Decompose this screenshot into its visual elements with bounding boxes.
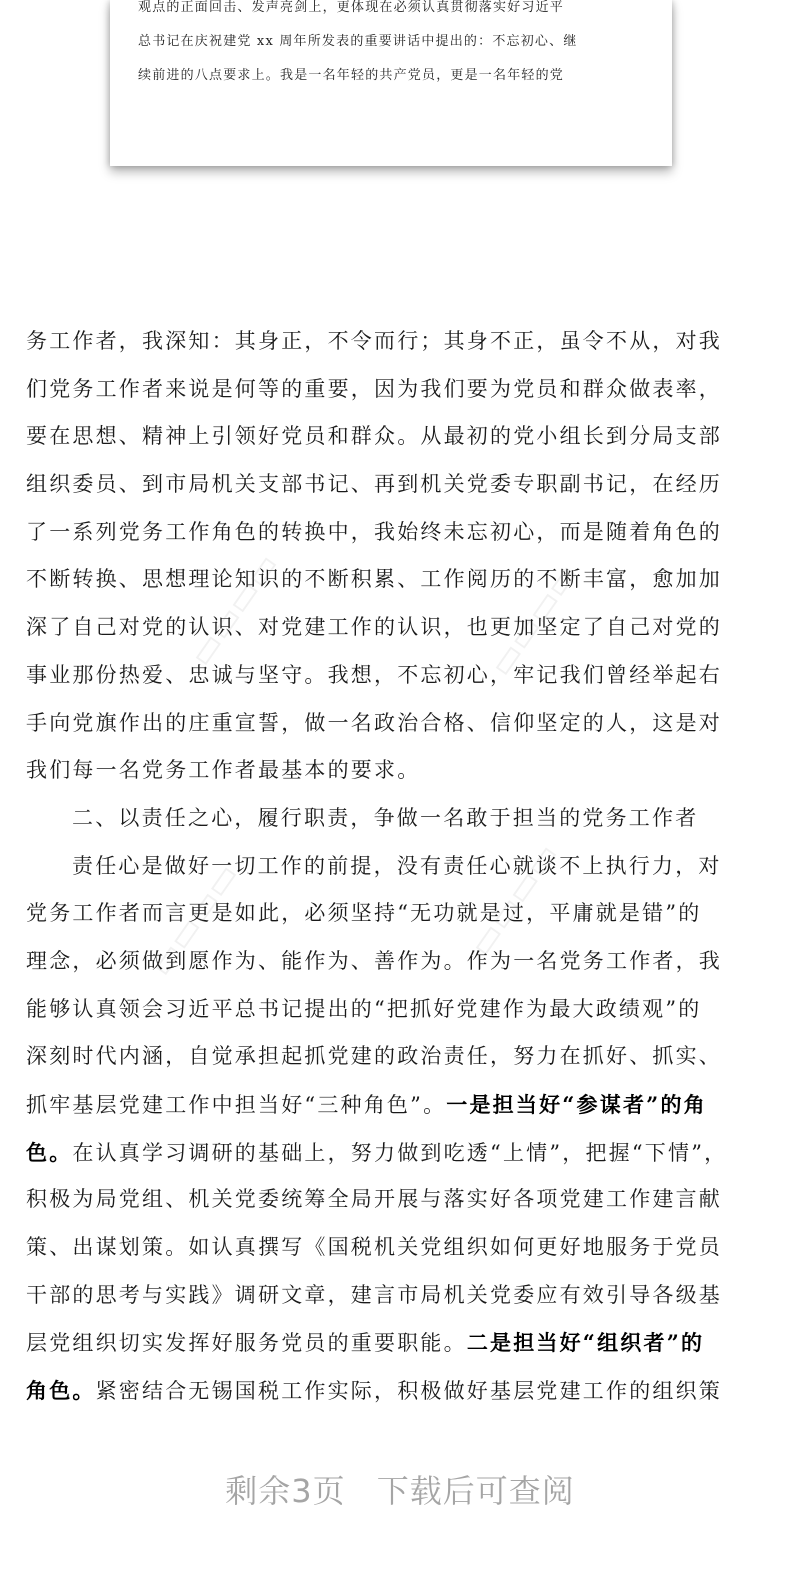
paragraph-line: 责任心是做好一切工作的前提，没有责任心就谈不上执行力，对 (72, 853, 722, 878)
preview-line: 观点的正面回击、发声亮剑上，更体现在必须认真贯彻落实好习近平 (138, 0, 565, 15)
preview-line: 总书记在庆祝建党 xx 周年所发表的重要讲话中提出的：不忘初心、继 (138, 34, 578, 49)
document-body (26, 318, 768, 1415)
paragraph-line: 手向党旗作出的庄重宣誓，做一名政治合格、信仰坚定的人，这是对 (26, 710, 722, 735)
paragraph-line (26, 1367, 768, 1415)
paragraph-line (26, 1319, 768, 1367)
section-heading: 二、以责任之心，履行职责，争做一名敢于担当的党务工作者 (72, 805, 699, 830)
paragraph-line: 我们每一名党务工作者最基本的要求。 (26, 758, 421, 783)
paragraph-line: 务工作者，我深知：其身正，不令而行；其身不正，虽令不从，对我 (26, 329, 722, 353)
download-to-view-label: 下载后可查阅 (376, 1472, 575, 1510)
paragraph-line: 了一系列党务工作角色的转换中，我始终未忘初心，而是随着角色的 (26, 519, 722, 544)
paragraph-line: 事业那份热爱、忠诚与坚守。我想，不忘初心，牢记我们曾经举起右 (26, 662, 722, 687)
bold-phrase: 色。 (26, 1139, 73, 1165)
paragraph-line: 要在思想、精神上引领好党员和群众。从最初的党小组长到分局支部 (26, 424, 722, 449)
paragraph-line: 干部的思考与实践》调研文章，建言市局机关党委应有效引导各级基 (26, 1282, 722, 1307)
line-text: 抓牢基层党建工作中担当好“三种角色”。 (26, 1093, 447, 1117)
paragraph-line (26, 1081, 768, 1129)
download-prompt[interactable] (0, 1466, 800, 1512)
bold-phrase: 二是担当好“组织者”的 (466, 1330, 705, 1356)
paragraph-line: 党务工作者而言更是如此，必须坚持“无功就是过，平庸就是错”的 (26, 901, 702, 926)
bold-phrase: 一是担当好“参谋者”的角 (446, 1092, 707, 1117)
paragraph-line: 组织委员、到市局机关支部书记、再到机关党委专职副书记，在经历 (26, 472, 722, 497)
paragraph-line: 深刻时代内涵，自觉承担起抓党建的政治责任，努力在抓好、抓实、 (26, 1044, 722, 1069)
paragraph-line: 积极为局党组、机关党委统筹全局开展与落实好各项党建工作建言献 (26, 1187, 722, 1212)
watermark-mark: ▭▭▭▭ (141, 855, 248, 985)
line-text: 层党组织切实发挥好服务党员的重要职能。 (26, 1331, 467, 1356)
paragraph-line: 深了自己对党的认识、对党建工作的认识，也更加坚定了自己对党的 (26, 615, 722, 640)
watermark-mark: ▭▭▭▭ (481, 555, 588, 685)
paragraph-line: 能够认真领会习近平总书记提出的“把抓好党建作为最大政绩观”的 (26, 996, 702, 1021)
bold-phrase: 角色。 (26, 1378, 96, 1404)
watermark-mark: ▭▭▭▭ (461, 835, 568, 965)
paragraph-line: 理念，必须做到愿作为、能作为、善作为。作为一名党务工作者，我 (26, 948, 722, 973)
preview-line: 续前进的八点要求上。我是一名年轻的共产党员，更是一名年轻的党 (138, 68, 565, 83)
line-text: 在认真学习调研的基础上，努力做到吃透“上情”，把握“下情”， (72, 1140, 728, 1165)
preview-page-card (110, 0, 672, 166)
paragraph-line (26, 1129, 768, 1177)
paragraph-line: 不断转换、思想理论知识的不断积累、工作阅历的不断丰富，愈加加 (26, 567, 722, 592)
watermark-mark: ▭▭▭▭ (181, 545, 288, 675)
paragraph-line: 策、出谋划策。如认真撰写《国税机关党组织如何更好地服务于党员 (26, 1235, 722, 1260)
paragraph-line: 们党务工作者来说是何等的重要，因为我们要为党员和群众做表率， (26, 376, 722, 401)
line-text: 紧密结合无锡国税工作实际，积极做好基层党建工作的组织策 (95, 1379, 723, 1404)
remaining-pages-label: 剩余3页 (225, 1472, 346, 1510)
